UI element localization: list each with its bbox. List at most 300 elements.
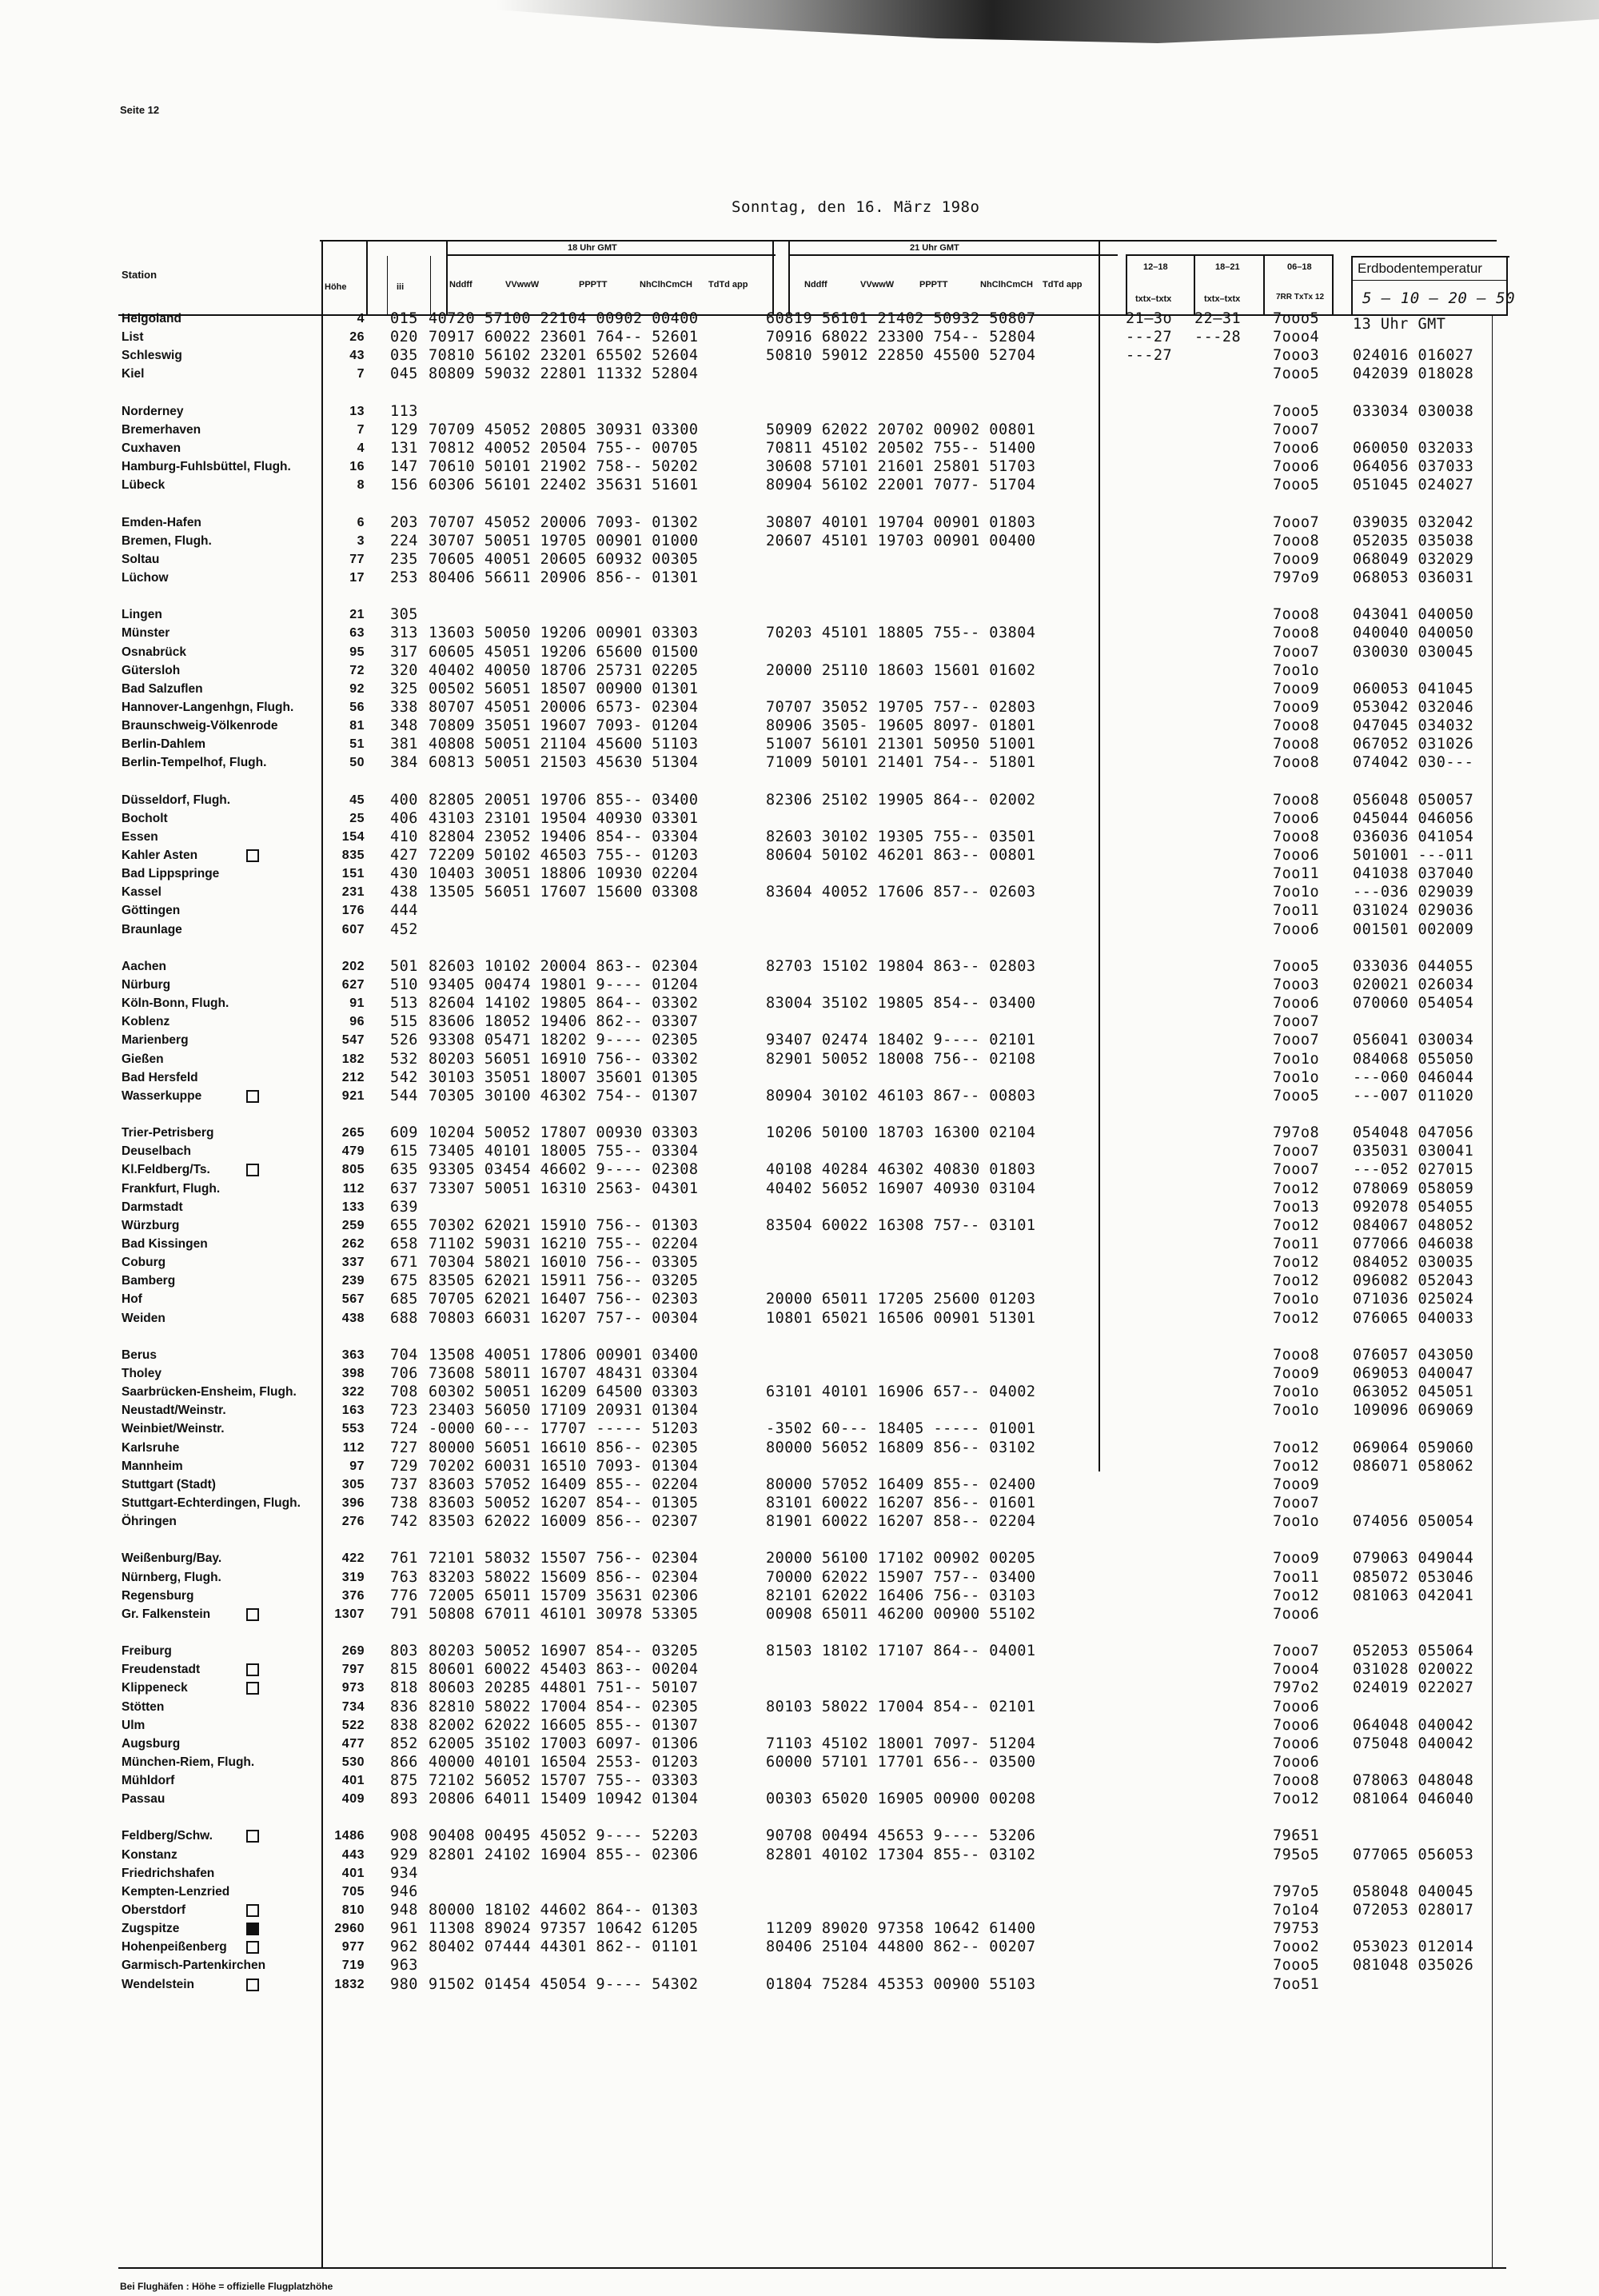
station-hoehe: 50 (349, 756, 365, 769)
temp-06-18: 7ooo6 (1273, 440, 1320, 457)
header-station: Station (122, 269, 158, 281)
temp-06-18: 7ooo8 (1273, 717, 1320, 734)
station-name: Bremen, Flugh. (122, 534, 212, 548)
station-hoehe: 1832 (334, 1978, 365, 1991)
station-iii: 129 (390, 421, 418, 438)
obs-18: 72209 50102 46503 755-- 01203 (429, 847, 699, 864)
obs-18: 70709 45052 20805 30931 03300 (429, 421, 699, 438)
station-name: Würzburg (122, 1219, 180, 1232)
obs-18: 82603 10102 20004 863-- 02304 (429, 958, 699, 975)
soil-temp: 035031 030041 (1353, 1143, 1474, 1160)
obs-18: 83503 62022 16009 856-- 02307 (429, 1513, 699, 1530)
temp-06-18: 7o1o4 (1273, 1902, 1320, 1919)
station-hoehe: 3 (357, 534, 365, 548)
station-hoehe: 77 (349, 553, 365, 566)
soil-temp: 030030 030045 (1353, 644, 1474, 661)
temp-06-18: 7ooo6 (1273, 921, 1320, 938)
station-name: Feldberg/Schw. (122, 1829, 213, 1843)
soil-temp: 051045 024027 (1353, 477, 1474, 493)
temp-06-18: 7ooo9 (1273, 699, 1320, 716)
rule-erd-far-right (1492, 316, 1493, 2267)
mountain-station-marker-icon (246, 1830, 259, 1843)
station-name: Braunlage (122, 923, 182, 936)
station-name: Regensburg (122, 1589, 194, 1603)
temp-06-18: 795o5 (1273, 1847, 1320, 1863)
soil-temp: 084067 048052 (1353, 1217, 1474, 1234)
station-hoehe: 376 (341, 1589, 365, 1603)
station-hoehe: 112 (342, 1182, 365, 1196)
soil-temp: 058048 040045 (1353, 1883, 1474, 1900)
station-name: Garmisch-Partenkirchen (122, 1959, 266, 1972)
soil-temp: 039035 032042 (1353, 514, 1474, 531)
station-hoehe: 259 (341, 1219, 365, 1232)
rule-erd-mid (1351, 280, 1508, 281)
obs-18: 40720 57100 22104 00902 00400 (429, 310, 699, 327)
station-hoehe: 734 (341, 1700, 365, 1714)
temp-18-21: ---28 (1194, 329, 1242, 345)
soil-temp: 068053 036031 (1353, 569, 1474, 586)
soil-temp: 033034 030038 (1353, 403, 1474, 420)
soil-temp: 501001 ---011 (1353, 847, 1474, 864)
obs-21: 93407 02474 18402 9---- 02101 (766, 1032, 1036, 1048)
station-name: Kahler Asten (122, 849, 198, 862)
temp-06-18: 7ooo7 (1273, 421, 1320, 438)
obs-21: 82801 40102 17304 855-- 03102 (766, 1847, 1036, 1863)
obs-18: 70304 58021 16010 756-- 03305 (429, 1254, 699, 1271)
station-name: Stötten (122, 1700, 165, 1714)
station-name: Weißenburg/Bay. (122, 1551, 222, 1565)
station-name: Braunschweig-Völkenrode (122, 719, 278, 733)
station-hoehe: 6 (357, 516, 365, 529)
station-name: Klippeneck (122, 1681, 188, 1695)
obs-18: 13508 40051 17806 00901 03400 (429, 1347, 699, 1364)
station-iii: 526 (390, 1032, 418, 1048)
temp-06-18: 7ooo8 (1273, 625, 1320, 641)
obs-18: 70705 62021 16407 756-- 02303 (429, 1291, 699, 1308)
soil-temp: 069053 040047 (1353, 1365, 1474, 1382)
soil-temp: 056041 030034 (1353, 1032, 1474, 1048)
station-iii: 020 (390, 329, 418, 345)
header-21-title: 21 Uhr GMT (910, 243, 959, 253)
soil-temp: 071036 025024 (1353, 1291, 1474, 1308)
obs-18: 70605 40051 20605 60932 00305 (429, 551, 699, 568)
station-hoehe: 96 (349, 1015, 365, 1028)
obs-18: 70610 50101 21902 758-- 50202 (429, 458, 699, 475)
station-name: Osnabrück (122, 645, 186, 659)
station-hoehe: 43 (349, 349, 365, 362)
obs-18: 83606 18052 19406 862-- 03307 (429, 1013, 699, 1030)
soil-temp: 075048 040042 (1353, 1735, 1474, 1752)
obs-18: 10204 50052 17807 00930 03303 (429, 1124, 699, 1141)
obs-18: 90408 00495 45052 9---- 52203 (429, 1827, 699, 1844)
obs-18: 70803 66031 16207 757-- 00304 (429, 1310, 699, 1327)
obs-21: 80904 30102 46103 867-- 00803 (766, 1088, 1036, 1104)
obs-21: 60000 57101 17701 656-- 03500 (766, 1754, 1036, 1771)
station-iii: 045 (390, 365, 418, 382)
temp-06-18: 7ooo8 (1273, 754, 1320, 771)
obs-21: 30807 40101 19704 00901 01803 (766, 514, 1036, 531)
scan-artifact (496, 0, 1599, 48)
temp-06-18: 7ooo6 (1273, 1717, 1320, 1734)
obs-21: 70203 45101 18805 755-- 03804 (766, 625, 1036, 641)
soil-temp: 076057 043050 (1353, 1347, 1474, 1364)
soil-temp: 033036 044055 (1353, 958, 1474, 975)
temp-06-18: 7oo11 (1273, 1569, 1320, 1586)
station-name: Freiburg (122, 1644, 172, 1658)
soil-temp: 109096 069069 (1353, 1402, 1474, 1419)
station-iii: 929 (390, 1847, 418, 1863)
station-hoehe: 163 (341, 1404, 365, 1417)
station-hoehe: 401 (341, 1867, 365, 1880)
temp-06-18: 7oo1o (1273, 1291, 1320, 1308)
station-name: Oberstdorf (122, 1903, 186, 1917)
station-iii: 963 (390, 1957, 418, 1974)
station-iii: 727 (390, 1439, 418, 1456)
station-iii: 203 (390, 514, 418, 531)
station-iii: 444 (390, 902, 418, 919)
temp-06-18: 7ooo6 (1273, 458, 1320, 475)
station-hoehe: 133 (341, 1200, 365, 1214)
station-name: Koblenz (122, 1015, 170, 1028)
rule-18-left (446, 240, 448, 316)
obs-18: 82801 24102 16904 855-- 02306 (429, 1847, 699, 1863)
obs-18: 83203 58022 15609 856-- 02304 (429, 1569, 699, 1586)
station-name: Friedrichshafen (122, 1867, 215, 1880)
temp-06-18: 7oo12 (1273, 1272, 1320, 1289)
station-hoehe: 4 (357, 312, 365, 325)
temp-18-21: 22–31 (1194, 310, 1242, 327)
soil-temp: 081048 035026 (1353, 1957, 1474, 1974)
header-c0618-sub: 7RR TxTx 12 (1276, 293, 1325, 301)
soil-temp: 052053 055064 (1353, 1643, 1474, 1659)
rule-18-right (772, 240, 774, 316)
obs-21: 50909 62022 20702 00902 00801 (766, 421, 1036, 438)
station-iii: 338 (390, 699, 418, 716)
obs-21: 80904 56102 22001 7077- 51704 (766, 477, 1036, 493)
station-hoehe: 202 (341, 960, 365, 973)
soil-temp: 086071 058062 (1353, 1458, 1474, 1475)
station-hoehe: 409 (341, 1792, 365, 1806)
temp-06-18: 7ooo9 (1273, 551, 1320, 568)
obs-18: 82002 62022 16605 855-- 01307 (429, 1717, 699, 1734)
station-iii: 438 (390, 884, 418, 900)
station-hoehe: 401 (341, 1774, 365, 1787)
obs-21: 51007 56101 21301 50950 51001 (766, 736, 1036, 753)
station-hoehe: 4 (357, 441, 365, 455)
temp-06-18: 7ooo6 (1273, 1754, 1320, 1771)
temp-06-18: 7oo1o (1273, 662, 1320, 679)
header-21-col2: VVwwW (860, 280, 895, 289)
soil-temp: 078069 058059 (1353, 1180, 1474, 1197)
obs-21: 20000 25110 18603 15601 01602 (766, 662, 1036, 679)
temp-06-18: 7oo51 (1273, 1976, 1320, 1993)
obs-21: 83604 40052 17606 857-- 02603 (766, 884, 1036, 900)
obs-18: 40000 40101 16504 2553- 01203 (429, 1754, 699, 1771)
station-hoehe: 95 (349, 645, 365, 659)
obs-21: 00303 65020 16905 00900 00208 (766, 1791, 1036, 1807)
station-hoehe: 26 (349, 330, 365, 344)
soil-temp: 078063 048048 (1353, 1772, 1474, 1789)
station-hoehe: 56 (349, 701, 365, 714)
temp-12-18: ---27 (1126, 347, 1173, 364)
temp-06-18: 7oo1o (1273, 884, 1320, 900)
station-hoehe: 1307 (334, 1607, 365, 1621)
station-iii: 544 (390, 1088, 418, 1104)
temp-06-18: 7ooo8 (1273, 829, 1320, 845)
soil-temp: 031028 020022 (1353, 1661, 1474, 1678)
station-name: Kempten-Lenzried (122, 1885, 230, 1899)
station-name: Kl.Feldberg/Ts. (122, 1163, 210, 1176)
mountain-station-marker-icon (246, 1164, 259, 1176)
obs-18: 30103 35051 18007 35601 01305 (429, 1069, 699, 1086)
station-hoehe: 921 (341, 1089, 365, 1103)
soil-temp: 081063 042041 (1353, 1587, 1474, 1604)
station-name: Neustadt/Weinstr. (122, 1404, 226, 1417)
obs-21: 40402 56052 16907 40930 03104 (766, 1180, 1036, 1197)
station-name: Nürnberg, Flugh. (122, 1571, 221, 1584)
rule-c1821-left (1194, 254, 1195, 316)
station-name: Bad Salzuflen (122, 682, 203, 696)
station-name: Hamburg-Fuhlsbüttel, Flugh. (122, 460, 291, 473)
station-name: Wasserkuppe (122, 1089, 202, 1103)
obs-18: 80000 56051 16610 856-- 02305 (429, 1439, 699, 1456)
station-hoehe: 92 (349, 682, 365, 696)
rule-21-right (1099, 240, 1100, 1471)
station-iii: 615 (390, 1143, 418, 1160)
station-iii: 948 (390, 1902, 418, 1919)
temp-06-18: 7oo12 (1273, 1180, 1320, 1197)
station-iii: 317 (390, 644, 418, 661)
header-c1218-title: 12–18 (1143, 262, 1168, 272)
station-hoehe: 305 (341, 1478, 365, 1491)
station-iii: 542 (390, 1069, 418, 1086)
station-name: Düsseldorf, Flugh. (122, 793, 231, 807)
temp-06-18: 7oo11 (1273, 1236, 1320, 1252)
temp-06-18: 7ooo9 (1273, 1476, 1320, 1493)
station-hoehe: 627 (341, 978, 365, 992)
obs-18: 60605 45051 19206 65600 01500 (429, 644, 699, 661)
soil-temp: 060050 032033 (1353, 440, 1474, 457)
station-iii: 875 (390, 1772, 418, 1789)
station-hoehe: 522 (341, 1719, 365, 1732)
rule-station-right (321, 240, 323, 2269)
soil-temp: 053023 012014 (1353, 1939, 1474, 1955)
obs-21: 80906 3505- 19605 8097- 01801 (766, 717, 1036, 734)
station-iii: 325 (390, 681, 418, 697)
station-name: List (122, 330, 144, 344)
station-name: Kiel (122, 367, 145, 381)
temp-06-18: 7ooo7 (1273, 644, 1320, 661)
station-name: Lingen (122, 608, 162, 621)
station-iii: 704 (390, 1347, 418, 1364)
soil-temp: 064048 040042 (1353, 1717, 1474, 1734)
temp-06-18: 7ooo7 (1273, 1495, 1320, 1511)
obs-18: 40402 40050 18706 25731 02205 (429, 662, 699, 679)
obs-18: 71102 59031 16210 755-- 02204 (429, 1236, 699, 1252)
obs-21: 71009 50101 21401 754-- 51801 (766, 754, 1036, 771)
station-iii: 866 (390, 1754, 418, 1771)
station-hoehe: 805 (341, 1163, 365, 1176)
rule-erd-top (1351, 256, 1509, 258)
station-name: Bad Kissingen (122, 1237, 208, 1251)
obs-21: 01804 75284 45353 00900 55103 (766, 1976, 1036, 1993)
temp-06-18: 7ooo8 (1273, 1772, 1320, 1789)
mountain-station-marker-icon (246, 849, 259, 862)
station-name: Öhringen (122, 1515, 177, 1528)
station-name: Karlsruhe (122, 1441, 180, 1455)
station-hoehe: 797 (341, 1663, 365, 1676)
header-18-title: 18 Uhr GMT (568, 243, 617, 253)
soil-temp: 076065 040033 (1353, 1310, 1474, 1327)
temp-06-18: 7ooo5 (1273, 365, 1320, 382)
soil-temp: ---060 046044 (1353, 1069, 1474, 1086)
soil-temp: 047045 034032 (1353, 717, 1474, 734)
station-hoehe: 51 (349, 737, 365, 751)
station-name: Freudenstadt (122, 1663, 201, 1676)
obs-21: 00908 65011 46200 00900 55102 (766, 1606, 1036, 1623)
station-iii: 961 (390, 1920, 418, 1937)
obs-21: 80406 25104 44800 862-- 00207 (766, 1939, 1036, 1955)
obs-18: 70305 30100 46302 754-- 01307 (429, 1088, 699, 1104)
soil-temp: ---052 027015 (1353, 1161, 1474, 1178)
station-hoehe: 212 (341, 1071, 365, 1084)
obs-21: 80103 58022 17004 854-- 02101 (766, 1699, 1036, 1715)
station-hoehe: 547 (341, 1033, 365, 1047)
station-iii: 320 (390, 662, 418, 679)
station-name: Lübeck (122, 478, 165, 492)
temp-06-18: 7ooo2 (1273, 1939, 1320, 1955)
soil-temp: 072053 028017 (1353, 1902, 1474, 1919)
obs-18: 10403 30051 18806 10930 02204 (429, 865, 699, 882)
obs-18: 60813 50051 21503 45630 51304 (429, 754, 699, 771)
temp-06-18: 7ooo7 (1273, 1032, 1320, 1048)
station-name: Hannover-Langenhgn, Flugh. (122, 701, 294, 714)
temp-06-18: 7ooo5 (1273, 403, 1320, 420)
obs-21: 10801 65021 16506 00901 51301 (766, 1310, 1036, 1327)
station-hoehe: 45 (349, 793, 365, 807)
station-hoehe: 1486 (334, 1829, 365, 1843)
station-iii: 131 (390, 440, 418, 457)
temp-06-18: 7ooo4 (1273, 329, 1320, 345)
station-hoehe: 8 (357, 478, 365, 492)
station-hoehe: 25 (349, 812, 365, 825)
header-top-rule (320, 240, 1497, 242)
obs-18: 73608 58011 16707 48431 03304 (429, 1365, 699, 1382)
mountain-station-marker-icon (246, 1923, 259, 1935)
station-iii: 815 (390, 1661, 418, 1678)
station-iii: 962 (390, 1939, 418, 1955)
obs-21: 63101 40101 16906 657-- 04002 (766, 1384, 1036, 1400)
obs-18: 20806 64011 15409 10942 01304 (429, 1791, 699, 1807)
station-hoehe: 72 (349, 664, 365, 677)
station-iii: 934 (390, 1865, 418, 1882)
obs-21: 70916 68022 23300 754-- 52804 (766, 329, 1036, 345)
station-name: Frankfurt, Flugh. (122, 1182, 221, 1196)
rule-erd-left (1351, 256, 1353, 316)
station-name: Soltau (122, 553, 160, 566)
station-hoehe: 97 (349, 1459, 365, 1473)
station-name: Berlin-Dahlem (122, 737, 206, 751)
rule-c1218-left (1126, 254, 1127, 316)
station-iii: 381 (390, 736, 418, 753)
obs-21: 82101 62022 16406 756-- 03103 (766, 1587, 1036, 1604)
station-hoehe: 422 (341, 1551, 365, 1565)
obs-18: 23403 56050 17109 20931 01304 (429, 1402, 699, 1419)
temp-06-18: 797o2 (1273, 1679, 1320, 1696)
station-hoehe: 530 (341, 1755, 365, 1769)
obs-21: 82703 15102 19804 863-- 02803 (766, 958, 1036, 975)
temp-06-18: 7ooo6 (1273, 847, 1320, 864)
station-name: Tholey (122, 1367, 161, 1380)
station-hoehe: 443 (341, 1848, 365, 1862)
obs-18: 80603 20285 44801 751-- 50107 (429, 1679, 699, 1696)
station-hoehe: 21 (349, 608, 365, 621)
soil-temp: 001501 002009 (1353, 921, 1474, 938)
soil-temp: 042039 018028 (1353, 365, 1474, 382)
obs-18: 80809 59032 22801 11332 52804 (429, 365, 699, 382)
station-iii: 430 (390, 865, 418, 882)
soil-temp: 084068 055050 (1353, 1051, 1474, 1068)
station-name: Deuselbach (122, 1144, 192, 1158)
station-iii: 235 (390, 551, 418, 568)
footnote: Bei Flughäfen : Höhe = offizielle Flugplatzhöhe (120, 2281, 333, 2292)
obs-18: 60302 50051 16209 64500 03303 (429, 1384, 699, 1400)
station-hoehe: 479 (341, 1144, 365, 1158)
obs-18: 70810 56102 23201 65502 52604 (429, 347, 699, 364)
station-name: München-Riem, Flugh. (122, 1755, 255, 1769)
station-iii: 400 (390, 792, 418, 809)
mountain-station-marker-icon (246, 1979, 259, 1991)
station-hoehe: 810 (341, 1903, 365, 1917)
obs-21: 40108 40284 46302 40830 01803 (766, 1161, 1036, 1178)
station-hoehe: 835 (341, 849, 365, 862)
header-erd-depths: 5 – 10 – 20 – 50 (1362, 289, 1516, 307)
station-hoehe: 154 (341, 830, 365, 844)
station-name: Passau (122, 1792, 165, 1806)
obs-18: 11308 89024 97357 10642 61205 (429, 1920, 699, 1937)
obs-21: 83101 60022 16207 856-- 01601 (766, 1495, 1036, 1511)
obs-18: 91502 01454 45054 9---- 54302 (429, 1976, 699, 1993)
station-name: Essen (122, 830, 158, 844)
station-hoehe: 231 (341, 885, 365, 899)
obs-18: 80601 60022 45403 863-- 00204 (429, 1661, 699, 1678)
station-iii: 706 (390, 1365, 418, 1382)
obs-18: 13603 50050 19206 00901 03303 (429, 625, 699, 641)
obs-21: 20000 56100 17102 00902 00205 (766, 1550, 1036, 1567)
station-iii: 946 (390, 1883, 418, 1900)
soil-temp: 096082 052043 (1353, 1272, 1474, 1289)
station-hoehe: 7 (357, 367, 365, 381)
station-hoehe: 112 (342, 1441, 365, 1455)
station-name: Köln-Bonn, Flugh. (122, 996, 229, 1010)
obs-21: 80000 56052 16809 856-- 03102 (766, 1439, 1036, 1456)
station-hoehe: 705 (341, 1885, 365, 1899)
temp-06-18: 7oo12 (1273, 1791, 1320, 1807)
station-iii: 761 (390, 1550, 418, 1567)
temp-06-18: 7oo12 (1273, 1587, 1320, 1604)
temp-06-18: 7ooo7 (1273, 1143, 1320, 1160)
temp-06-18: 7ooo9 (1273, 681, 1320, 697)
soil-temp: 052035 035038 (1353, 533, 1474, 549)
station-hoehe: 719 (341, 1959, 365, 1972)
header-21-col5: TdTd app (1043, 280, 1083, 289)
soil-temp: 020021 026034 (1353, 976, 1474, 993)
header-iii: iii (397, 282, 405, 292)
soil-temp: 031024 029036 (1353, 902, 1474, 919)
temp-06-18: 797o9 (1273, 569, 1320, 586)
rule-iii-left (387, 256, 388, 316)
obs-21: 82901 50052 18008 756-- 02108 (766, 1051, 1036, 1068)
